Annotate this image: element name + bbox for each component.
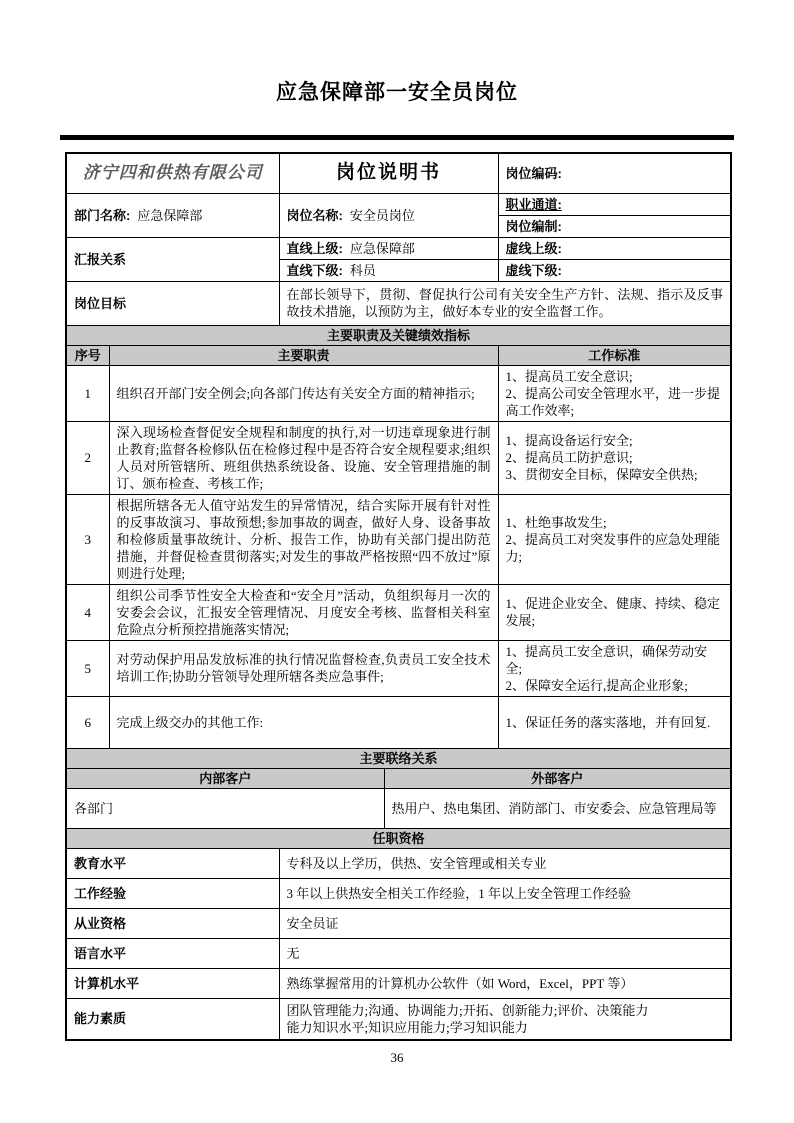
qualification-value — [279, 998, 731, 1040]
doc-title: 岗位说明书 — [336, 162, 442, 184]
department-value: 应急保障部 — [137, 207, 203, 223]
duty-text: 根据所辖各无人值守站发生的异常情况，结合实际开展有针对性的反事故演习、事故预想;参加事故的调查，做好人身、设备事故和检修质量事故统计、分析、报告工作，协助有关部门提出防范措施，并督促检查贯彻落实;对发生的事故严格按照“四不放过”原则进行处理; — [109, 494, 498, 584]
page-number: 36 — [390, 1050, 404, 1065]
standard-line: 2、提高公司安全管理水平，进一步提高工作效率; — [505, 385, 721, 418]
qualification-value-line: 团队管理能力;沟通、协调能力;开拓、创新能力;评价、决策能力 — [286, 1002, 649, 1018]
job-code-label: 岗位编码: — [505, 165, 562, 181]
career-path-label: 职业通道: — [505, 196, 562, 212]
line-superior-value: 应急保障部 — [349, 240, 415, 256]
qualification-label-cell — [66, 878, 279, 908]
duty-row — [66, 696, 731, 748]
duty-standards — [498, 696, 731, 748]
company-name: 济宁四和供热有限公司 — [82, 163, 263, 183]
line-subordinate-value: 科员 — [349, 262, 376, 278]
duty-row — [66, 640, 731, 696]
qualification-label: 能力素质 — [74, 1011, 127, 1027]
department-label: 部门名称: — [74, 207, 131, 223]
job-name-cell — [279, 193, 498, 237]
dotted-superior-cell — [498, 237, 731, 259]
qualification-value-line: 能力知识水平;知识应用能力;学习知识能力 — [286, 1019, 528, 1035]
line-superior-cell — [279, 237, 498, 259]
qualification-row — [66, 848, 731, 878]
title-rule — [60, 135, 734, 140]
duty-no: 3 — [66, 494, 109, 584]
standard-line: 1、提高员工安全意识; — [505, 368, 633, 384]
contacts-section-title: 主要联络关系 — [66, 748, 731, 768]
standard-line: 2、提高员工防护意识; — [505, 450, 633, 465]
duty-no: 4 — [66, 584, 109, 640]
qualification-label-cell — [66, 908, 279, 938]
reporting-label: 汇报关系 — [74, 251, 127, 267]
internal-contacts-value: 各部门 — [66, 788, 384, 828]
duty-no: 2 — [66, 421, 109, 494]
duty-text: 组织召开部门安全例会;向各部门传达有关安全方面的精神指示; — [109, 365, 498, 421]
qualification-label-cell — [66, 938, 279, 968]
duty-no: 6 — [66, 696, 109, 748]
duty-text: 深入现场检查督促安全规程和制度的执行,对一切违章现象进行制止教育;监督各检修队伍在检修过程中是否符合安全规程要求;组织人员对所管辖所、班组供热系统设备、设施、安全管理措施的制订、颁布检查、考核工作; — [109, 421, 498, 494]
duties-section-title: 主要职责及关键绩效指标 — [66, 325, 731, 345]
duty-row — [66, 421, 731, 494]
standard-line: 1、提高员工安全意识，确保劳动安全; — [505, 643, 708, 676]
job-name-label: 岗位名称: — [286, 207, 343, 223]
standard-line: 3、贯彻安全目标，保障安全供热; — [505, 467, 698, 482]
qualification-value: 安全员证 — [279, 908, 731, 938]
qualification-label-cell — [66, 998, 279, 1040]
standard-line: 2、提高员工对突发事件的应急处理能力; — [505, 531, 721, 564]
standard-line: 1、提高设备运行安全; — [505, 433, 633, 448]
dotted-subordinate-label: 虚线下级: — [505, 262, 562, 278]
duty-row — [66, 494, 731, 584]
qualification-row — [66, 938, 731, 968]
qualification-label: 语言水平 — [74, 945, 127, 961]
company-cell — [66, 153, 279, 193]
duty-no: 1 — [66, 365, 109, 421]
reporting-cell — [66, 237, 279, 281]
qualification-label: 教育水平 — [74, 855, 127, 871]
dotted-superior-label: 虚线上级: — [505, 240, 562, 256]
col-header-standard: 工作标准 — [498, 345, 731, 365]
standard-line: 1、促进企业安全、健康、持续、稳定发展; — [505, 596, 721, 628]
dotted-subordinate-cell — [498, 259, 731, 281]
page-title: 应急保障部一安全员岗位 — [276, 81, 518, 104]
standard-line: 2、保障安全运行,提高企业形象; — [505, 677, 688, 693]
job-description-table — [65, 152, 732, 1041]
col-header-external: 外部客户 — [384, 768, 731, 788]
job-code-cell — [498, 153, 731, 193]
duty-standards — [498, 640, 731, 696]
job-name-value: 安全员岗位 — [349, 207, 415, 223]
line-subordinate-label: 直线下级: — [286, 262, 343, 278]
external-contacts-value: 热用户、热电集团、消防部门、市安委会、应急管理局等 — [384, 788, 731, 828]
objective-label: 岗位目标 — [74, 295, 127, 311]
duty-standards — [498, 494, 731, 584]
duty-text: 对劳动保护用品发放标准的执行情况监督检查,负责员工安全技术培训工作;协助分管领导处理所辖各类应急事件; — [109, 640, 498, 696]
standard-line: 1、杜绝事故发生; — [505, 514, 607, 530]
standard-line: 1、保证任务的落实落地，并有回复. — [505, 714, 711, 730]
qualification-value: 3 年以上供热安全相关工作经验，1 年以上安全管理工作经验 — [279, 878, 731, 908]
qualification-value: 熟练掌握常用的计算机办公软件（如 Word，Excel，PPT 等） — [279, 968, 731, 998]
objective-text: 在部长领导下，贯彻、督促执行公司有关安全生产方针、法规、指示及反事故技术措施，以预防为主，做好本专业的安全监督工作。 — [279, 281, 731, 325]
objective-label-cell — [66, 281, 279, 325]
qualification-row — [66, 908, 731, 938]
qualification-row — [66, 968, 731, 998]
duty-standards — [498, 584, 731, 640]
qualifications-section-title: 任职资格 — [66, 828, 731, 848]
duty-row — [66, 365, 731, 421]
col-header-duty: 主要职责 — [109, 345, 498, 365]
duty-no: 5 — [66, 640, 109, 696]
duty-standards — [498, 421, 731, 494]
col-header-internal: 内部客户 — [66, 768, 384, 788]
qualification-value: 无 — [279, 938, 731, 968]
qualification-label: 工作经验 — [74, 885, 127, 901]
col-header-no: 序号 — [66, 345, 109, 365]
qualification-row — [66, 878, 731, 908]
line-subordinate-cell — [279, 259, 498, 281]
headcount-label: 岗位编制: — [505, 218, 562, 234]
headcount-cell — [498, 215, 731, 237]
duty-text: 组织公司季节性安全大检查和“安全月”活动，负组织每月一次的安委会会议，汇报安全管理情况、月度安全考核、监督相关科室危险点分析预控措施落实情况; — [109, 584, 498, 640]
qualification-row — [66, 998, 731, 1040]
career-path-cell — [498, 193, 731, 215]
qualification-label-cell — [66, 968, 279, 998]
qualification-label-cell — [66, 848, 279, 878]
doc-title-cell — [279, 153, 498, 193]
duty-text: 完成上级交办的其他工作: — [109, 696, 498, 748]
qualification-value: 专科及以上学历，供热、安全管理或相关专业 — [279, 848, 731, 878]
duty-standards — [498, 365, 731, 421]
line-superior-label: 直线上级: — [286, 240, 343, 256]
duty-row — [66, 584, 731, 640]
qualification-label: 从业资格 — [74, 915, 127, 931]
department-cell — [66, 193, 279, 237]
qualification-label: 计算机水平 — [74, 975, 140, 991]
